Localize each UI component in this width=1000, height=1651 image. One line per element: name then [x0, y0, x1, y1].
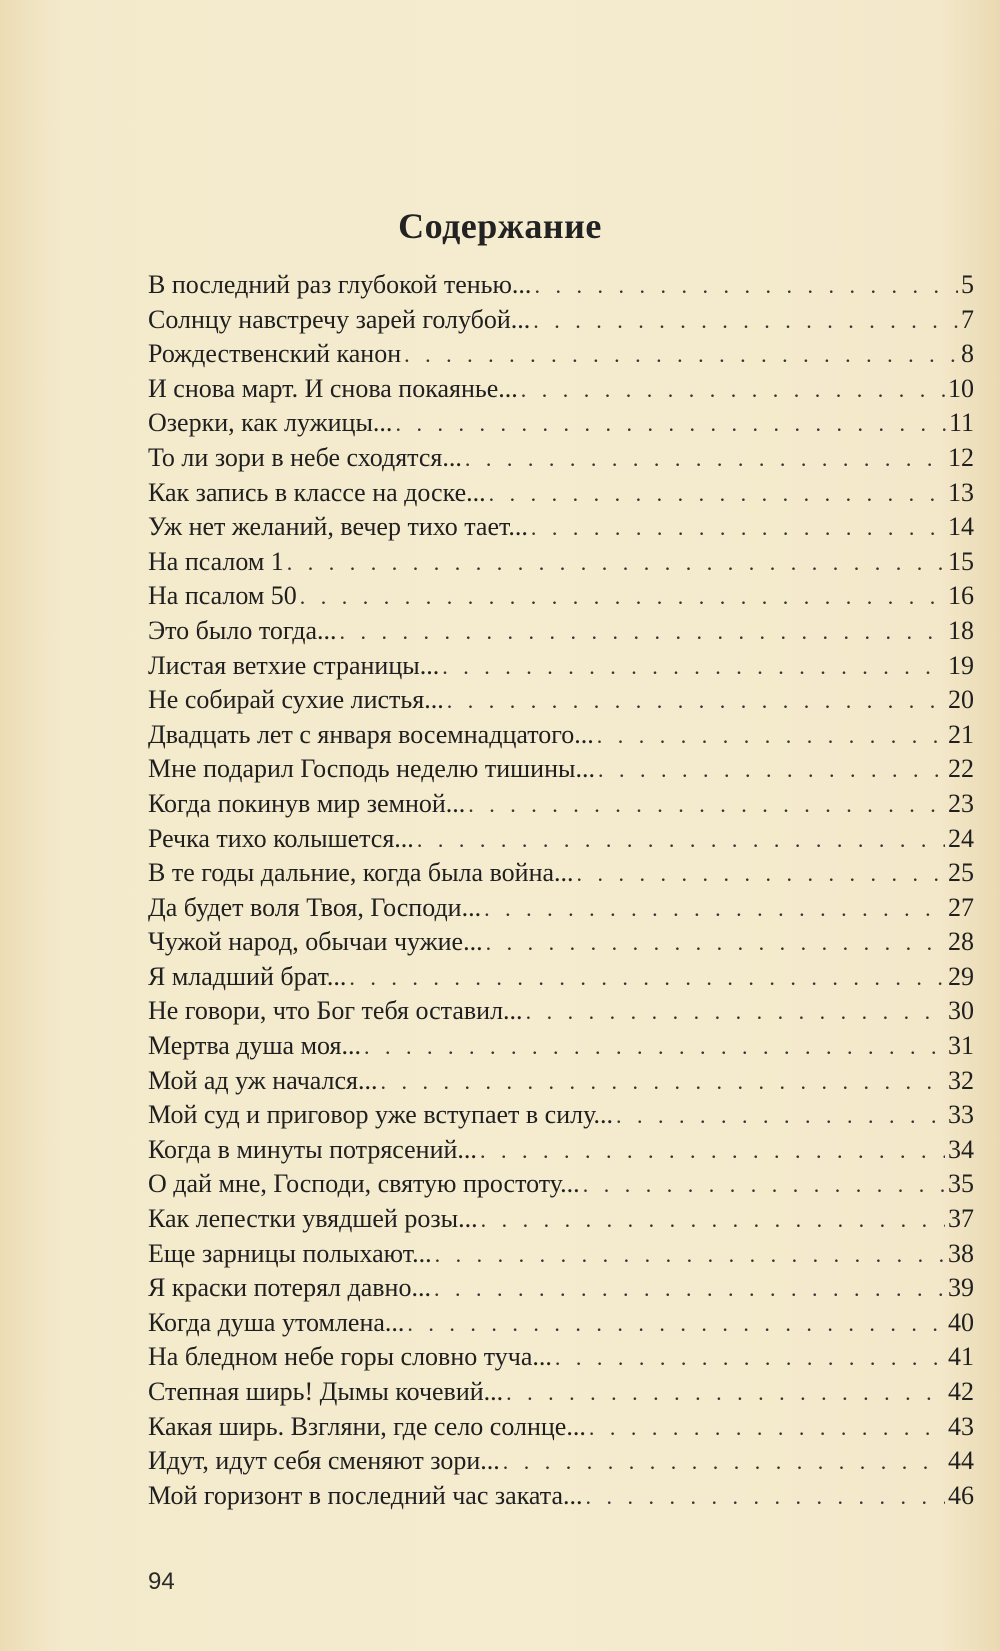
toc-entry-page: 42 — [948, 1377, 974, 1406]
toc-entry-title: Идут, идут себя сменяют зори... — [148, 1446, 500, 1476]
toc-entry-page: 7 — [961, 304, 974, 334]
dot-leader — [616, 1099, 945, 1134]
dot-leader — [468, 788, 945, 823]
toc-entry-page: 41 — [948, 1342, 974, 1372]
toc-entry — [148, 579, 974, 614]
dot-leader — [521, 373, 945, 408]
toc-entry-page: 27 — [948, 892, 974, 922]
toc-entry-page: 8 — [961, 339, 974, 369]
toc-entry-page: 32 — [948, 1065, 974, 1095]
toc-entry — [148, 1271, 974, 1306]
dot-leader — [583, 1168, 945, 1203]
toc-entry-page: 37 — [948, 1204, 974, 1234]
dot-leader — [586, 1480, 945, 1515]
toc-entry-title: Уж нет желаний, вечер тихо тает... — [148, 512, 528, 542]
dot-leader — [434, 1272, 945, 1307]
toc-entry — [148, 545, 974, 580]
toc-entry-title: Двадцать лет с января восемнадцатого... — [148, 719, 594, 749]
toc-entry-title: На псалом 50 — [148, 581, 297, 611]
toc-entry-title: Мне подарил Господь неделю тишины... — [148, 754, 595, 784]
toc-entry — [148, 303, 974, 338]
dot-leader — [340, 615, 945, 650]
dot-leader — [364, 1030, 945, 1065]
toc-entry-title: Мой ад уж начался... — [148, 1065, 378, 1095]
dot-leader — [597, 719, 945, 754]
toc-entry — [148, 960, 974, 995]
toc-entry-page: 31 — [948, 1031, 974, 1061]
toc-entry — [148, 268, 974, 303]
toc-entry-page: 13 — [948, 477, 974, 507]
dot-leader — [442, 650, 945, 685]
dot-leader — [534, 269, 958, 304]
dot-leader — [465, 442, 945, 477]
toc-entry — [148, 718, 974, 753]
toc-entry — [148, 649, 974, 684]
toc-entry-page: 16 — [948, 581, 974, 611]
dot-leader — [503, 1445, 945, 1480]
toc-entry-title: Мой горизонт в последний час заката... — [148, 1480, 583, 1510]
toc-entry — [148, 1375, 974, 1410]
toc-entry — [148, 925, 974, 960]
dot-leader — [404, 338, 958, 373]
toc-entry — [148, 856, 974, 891]
dot-leader — [533, 304, 958, 339]
toc-entry — [148, 1133, 974, 1168]
toc-entry-page: 12 — [948, 442, 974, 472]
toc-entry — [148, 787, 974, 822]
toc-entry-title: Когда в минуты потрясений... — [148, 1134, 477, 1164]
toc-entry-title: О дай мне, Господи, святую простоту... — [148, 1169, 580, 1199]
toc-entry-page: 5 — [961, 270, 974, 299]
toc-entry-title: Листая ветхие страницы... — [148, 650, 440, 680]
dot-leader — [287, 546, 945, 581]
toc-entry — [148, 1237, 974, 1272]
toc-entry-title: В те годы дальние, когда была война... — [148, 858, 574, 888]
toc-entry-title: Еще зарницы полыхают... — [148, 1238, 432, 1268]
dot-leader — [407, 1307, 945, 1342]
toc-entry-page: 23 — [948, 788, 974, 818]
toc-entry — [148, 372, 974, 407]
toc-entry-title: Рождественский канон — [148, 339, 402, 369]
toc-entry-title: Да будет воля Твоя, Господи... — [148, 892, 482, 922]
toc-entry — [148, 406, 974, 441]
toc-entry-page: 35 — [948, 1169, 974, 1199]
dot-leader — [589, 1411, 945, 1446]
toc-entry — [148, 752, 974, 787]
toc-entry-title: Степная ширь! Дымы кочевий... — [148, 1377, 504, 1406]
toc-entry-page: 21 — [948, 719, 974, 749]
toc-entry — [148, 1167, 974, 1202]
toc-entry — [148, 1479, 974, 1514]
dot-leader — [484, 892, 945, 927]
toc-entry-page: 11 — [948, 408, 974, 438]
toc-entry-title: Я краски потерял давно... — [148, 1273, 431, 1303]
toc-entry-page: 24 — [948, 823, 974, 853]
toc-entry-page: 39 — [948, 1273, 974, 1303]
dot-leader — [381, 1065, 945, 1100]
toc-entry — [148, 683, 974, 718]
toc-entry-title: Речка тихо колышется... — [148, 823, 414, 853]
dot-leader — [447, 684, 945, 719]
toc-entry — [148, 510, 974, 545]
toc-entry-page: 14 — [948, 512, 974, 542]
dot-leader — [435, 1238, 945, 1273]
toc-entry — [148, 1444, 974, 1479]
toc-entry-title: Солнцу навстречу зарей голубой... — [148, 304, 531, 334]
toc-entry — [148, 822, 974, 857]
toc-entry — [148, 1202, 974, 1237]
toc-entry-title: И снова март. И снова покаянье... — [148, 373, 518, 403]
toc-entry — [148, 1340, 974, 1375]
toc-entry-page: 44 — [948, 1446, 974, 1476]
toc-entry-page: 38 — [948, 1238, 974, 1268]
toc-entry — [148, 1410, 974, 1445]
dot-leader — [598, 753, 945, 788]
toc-entry-title: На бледном небе горы словно туча... — [148, 1342, 552, 1372]
toc-entry-title: Мертва душа моя... — [148, 1031, 362, 1061]
toc-entry-page: 46 — [948, 1480, 974, 1510]
toc-entry — [148, 337, 974, 372]
dot-leader — [531, 511, 945, 546]
toc-entry-title: Когда покинув мир земной... — [148, 788, 466, 818]
toc-entry — [148, 476, 974, 511]
dot-leader — [481, 1203, 945, 1238]
toc-entry-page: 28 — [948, 927, 974, 957]
toc-entry-page: 30 — [948, 996, 974, 1026]
toc-entry-page: 43 — [948, 1411, 974, 1441]
toc-entry-page: 20 — [948, 685, 974, 715]
page-title: Содержание — [398, 206, 602, 246]
dot-leader — [506, 1376, 945, 1411]
toc-entry — [148, 1306, 974, 1341]
toc-entry — [148, 1098, 974, 1133]
dot-leader — [486, 926, 945, 961]
toc-entry-title: Озерки, как лужицы... — [148, 408, 393, 438]
page-number: 94 — [148, 1568, 175, 1595]
toc-entry-title: Когда душа утомлена... — [148, 1307, 405, 1337]
toc-entry-page: 33 — [948, 1100, 974, 1130]
toc-entry-page: 22 — [948, 754, 974, 784]
toc-entry-page: 34 — [948, 1134, 974, 1164]
dot-leader — [577, 857, 945, 892]
toc-entry — [148, 1029, 974, 1064]
toc-entry-title: Это было тогда... — [148, 615, 337, 645]
toc-entry-page: 15 — [948, 546, 974, 576]
dot-leader — [417, 823, 945, 858]
toc-entry-title: Не говори, что Бог тебя оставил... — [148, 996, 523, 1026]
dot-leader — [526, 995, 945, 1030]
toc-entry-title: На псалом 1 — [148, 546, 284, 576]
toc-entry-title: То ли зори в небе сходятся... — [148, 442, 462, 472]
toc-entry-page: 19 — [948, 650, 974, 680]
toc-entry-title: Как запись в классе на доске... — [148, 477, 486, 507]
toc-entry-page: 25 — [948, 858, 974, 888]
toc-entry — [148, 614, 974, 649]
dot-leader — [555, 1341, 945, 1376]
dot-leader — [489, 477, 945, 512]
toc-entry-page: 18 — [948, 615, 974, 645]
toc-entry-page: 29 — [948, 961, 974, 991]
toc-entry-title: Какая ширь. Взгляни, где село солнце... — [148, 1411, 586, 1441]
toc-entry — [148, 994, 974, 1029]
toc-entry — [148, 1064, 974, 1099]
toc-entry-title: Чужой народ, обычаи чужие... — [148, 927, 483, 957]
dot-leader — [395, 407, 946, 442]
table-of-contents — [148, 268, 974, 1513]
toc-entry — [148, 891, 974, 926]
dot-leader — [300, 580, 945, 615]
toc-entry-title: В последний раз глубокой тенью... — [148, 270, 532, 299]
toc-entry-title: Как лепестки увядшей розы... — [148, 1204, 478, 1234]
toc-entry-title: Не собирай сухие листья... — [148, 685, 444, 715]
dot-leader — [349, 961, 945, 996]
toc-entry-title: Я младший брат... — [148, 961, 347, 991]
dot-leader — [480, 1134, 945, 1169]
toc-entry-page: 10 — [948, 373, 974, 403]
toc-entry-page: 40 — [948, 1307, 974, 1337]
toc-entry-title: Мой суд и приговор уже вступает в силу... — [148, 1100, 613, 1130]
toc-entry — [148, 441, 974, 476]
